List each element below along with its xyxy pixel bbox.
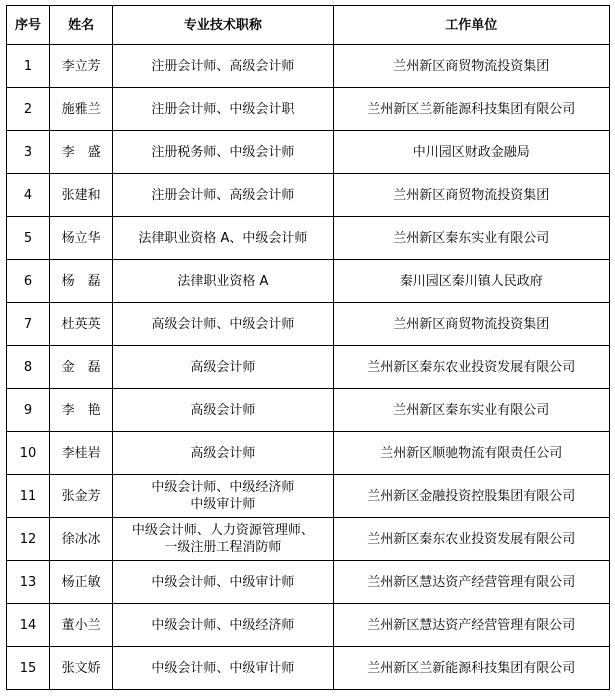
row-org-cell: 秦川园区秦川镇人民政府 [333, 260, 609, 303]
row-org-cell: 兰州新区顺驰物流有限责任公司 [333, 432, 609, 475]
table-row [7, 303, 610, 346]
row-serial-cell: 4 [7, 174, 50, 217]
row-title-cell: 注册会计师、中级会计职 [113, 88, 333, 131]
table-row [7, 217, 610, 260]
row-name-cell: 杜英英 [50, 303, 113, 346]
row-name-cell: 李 盛 [50, 131, 113, 174]
row-title-cell: 中级会计师、中级审计师 [113, 647, 333, 690]
row-name-cell: 董小兰 [50, 604, 113, 647]
row-org-cell: 兰州新区秦东农业投资发展有限公司 [333, 346, 609, 389]
header-title: 专业技术职称 [113, 6, 333, 45]
row-title-cell: 中级会计师、中级审计师 [113, 561, 333, 604]
row-org-cell: 兰州新区商贸物流投资集团 [333, 303, 609, 346]
table-row [7, 174, 610, 217]
row-org-cell: 兰州新区兰新能源科技集团有限公司 [333, 647, 609, 690]
row-title-cell: 中级会计师、中级经济师 中级审计师 [113, 475, 333, 518]
row-serial-cell: 7 [7, 303, 50, 346]
table-row [7, 260, 610, 303]
table-row [7, 475, 610, 518]
row-name-cell: 徐冰冰 [50, 518, 113, 561]
table-row [7, 88, 610, 131]
row-title-cell: 高级会计师 [113, 389, 333, 432]
table-body [7, 45, 610, 690]
row-org-cell: 兰州新区兰新能源科技集团有限公司 [333, 88, 609, 131]
row-org-cell: 兰州新区慧达资产经营管理有限公司 [333, 561, 609, 604]
row-title-cell: 注册税务师、中级会计师 [113, 131, 333, 174]
row-title-cell: 中级会计师、中级经济师 [113, 604, 333, 647]
table-row [7, 518, 610, 561]
row-title-cell: 高级会计师 [113, 432, 333, 475]
row-serial-cell: 15 [7, 647, 50, 690]
row-name-cell: 施雅兰 [50, 88, 113, 131]
header-org: 工作单位 [333, 6, 609, 45]
personnel-table [6, 5, 610, 690]
table-row [7, 346, 610, 389]
row-serial-cell: 9 [7, 389, 50, 432]
row-org-cell: 兰州新区秦东实业有限公司 [333, 217, 609, 260]
row-name-cell: 张金芳 [50, 475, 113, 518]
table-row [7, 389, 610, 432]
row-name-cell: 杨 磊 [50, 260, 113, 303]
row-serial-cell: 5 [7, 217, 50, 260]
row-serial-cell: 2 [7, 88, 50, 131]
row-org-cell: 兰州新区慧达资产经营管理有限公司 [333, 604, 609, 647]
row-title-cell: 注册会计师、高级会计师 [113, 45, 333, 88]
row-serial-cell: 13 [7, 561, 50, 604]
table-row [7, 45, 610, 88]
table-row [7, 604, 610, 647]
row-org-cell: 兰州新区金融投资控股集团有限公司 [333, 475, 609, 518]
row-title-cell: 高级会计师、中级会计师 [113, 303, 333, 346]
row-name-cell: 李立芳 [50, 45, 113, 88]
row-name-cell: 李桂岩 [50, 432, 113, 475]
row-serial-cell: 10 [7, 432, 50, 475]
row-title-cell: 高级会计师 [113, 346, 333, 389]
row-name-cell: 张文娇 [50, 647, 113, 690]
row-name-cell: 杨立华 [50, 217, 113, 260]
table-row [7, 647, 610, 690]
row-org-cell: 兰州新区商贸物流投资集团 [333, 45, 609, 88]
row-title-cell: 注册会计师、高级会计师 [113, 174, 333, 217]
header-name: 姓名 [50, 6, 113, 45]
row-serial-cell: 1 [7, 45, 50, 88]
row-serial-cell: 12 [7, 518, 50, 561]
personnel-table-container [6, 5, 610, 690]
row-org-cell: 兰州新区秦东实业有限公司 [333, 389, 609, 432]
table-row [7, 561, 610, 604]
table-row [7, 432, 610, 475]
row-title-cell: 法律职业资格 A [113, 260, 333, 303]
row-name-cell: 李 艳 [50, 389, 113, 432]
row-serial-cell: 8 [7, 346, 50, 389]
row-serial-cell: 14 [7, 604, 50, 647]
row-serial-cell: 3 [7, 131, 50, 174]
row-name-cell: 张建和 [50, 174, 113, 217]
row-serial-cell: 6 [7, 260, 50, 303]
table-header-row [7, 6, 610, 45]
row-title-cell: 中级会计师、人力资源管理师、 一级注册工程消防师 [113, 518, 333, 561]
row-org-cell: 中川园区财政金融局 [333, 131, 609, 174]
row-name-cell: 金 磊 [50, 346, 113, 389]
row-serial-cell: 11 [7, 475, 50, 518]
row-name-cell: 杨正敏 [50, 561, 113, 604]
row-title-cell: 法律职业资格 A、中级会计师 [113, 217, 333, 260]
table-row [7, 131, 610, 174]
header-serial: 序号 [7, 6, 50, 45]
row-org-cell: 兰州新区秦东农业投资发展有限公司 [333, 518, 609, 561]
row-org-cell: 兰州新区商贸物流投资集团 [333, 174, 609, 217]
